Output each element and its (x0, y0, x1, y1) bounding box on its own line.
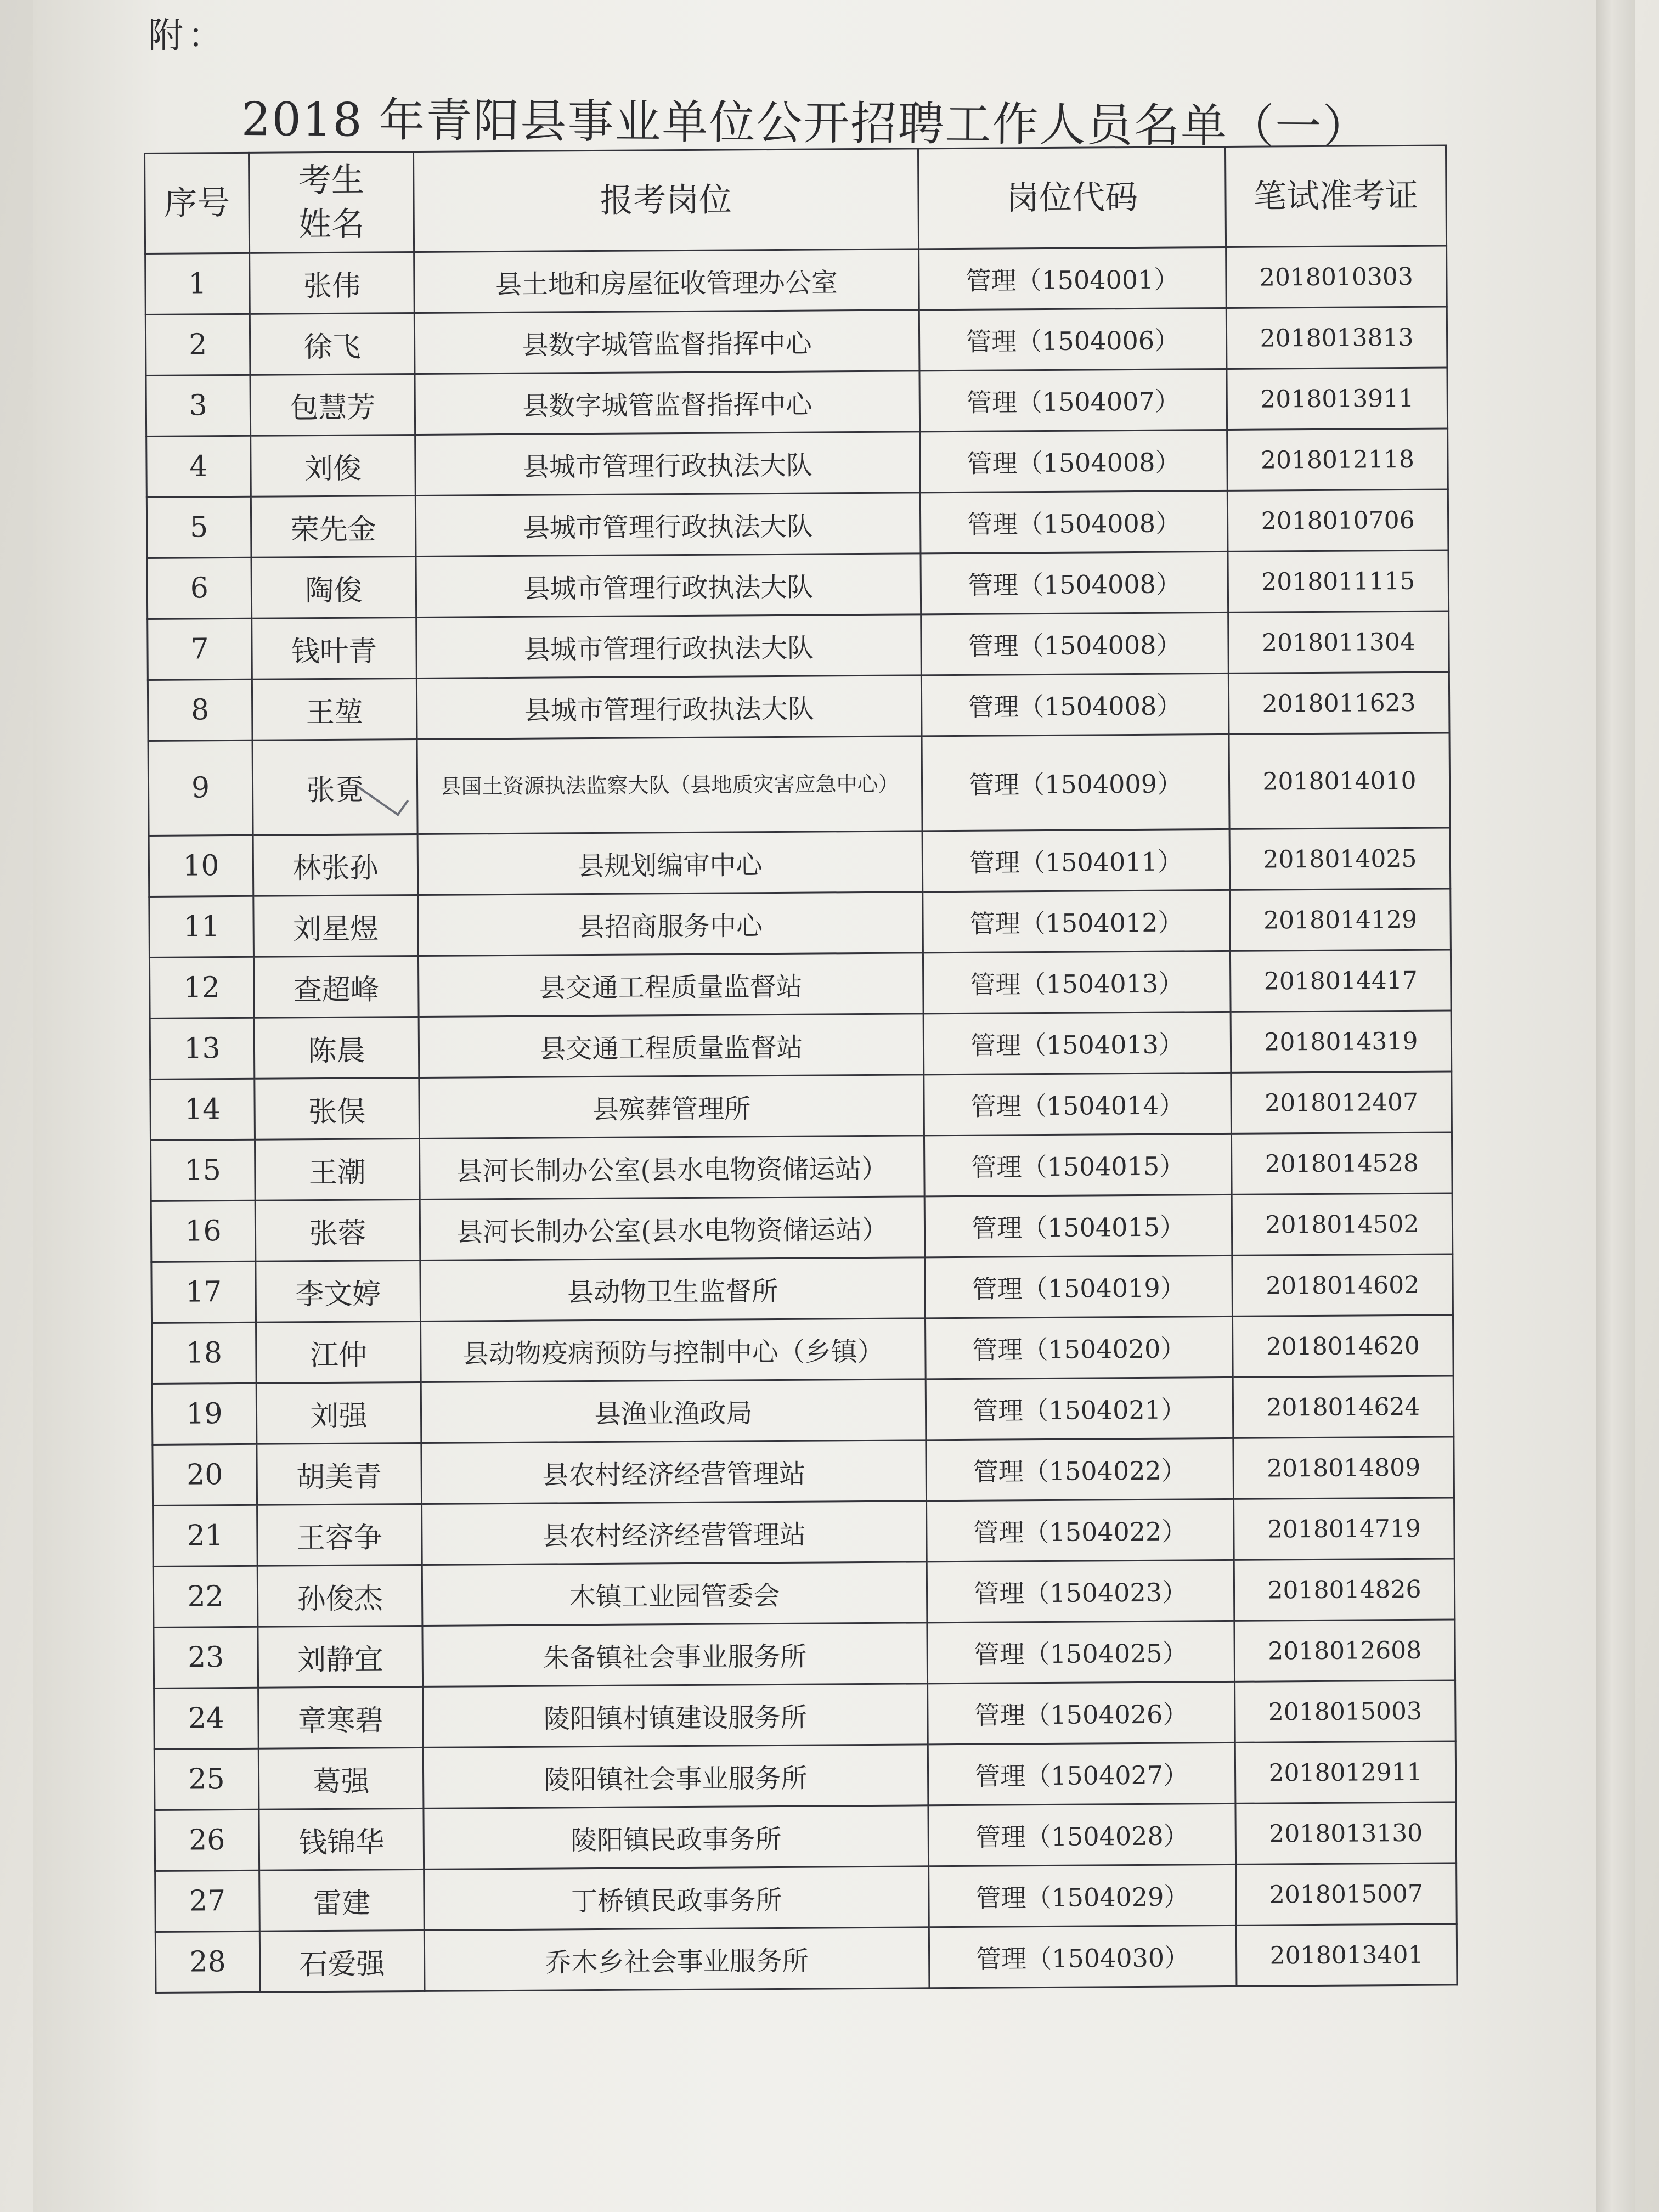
cell-post: 县国土资源执法监察大队（县地质灾害应急中心） (417, 736, 922, 834)
cell-code: 管理（1504019） (925, 1255, 1233, 1318)
cell-exam: 2018013911 (1227, 368, 1448, 430)
table-row (149, 889, 1451, 957)
cell-post: 县河长制办公室(县水电物资储运站） (420, 1197, 925, 1261)
cell-name: 雷建 (259, 1869, 425, 1931)
cell-name: 葛强 (258, 1747, 424, 1809)
cell-code: 管理（1504008） (920, 430, 1228, 492)
cell-name: 王堃 (252, 678, 417, 740)
cell-seq: 17 (151, 1261, 256, 1323)
cell-post: 县殡葬管理所 (419, 1075, 924, 1139)
table-row (149, 950, 1451, 1018)
cell-exam: 2018014624 (1233, 1376, 1454, 1438)
cell-code: 管理（1504028） (928, 1803, 1236, 1866)
cell-name: 刘静宜 (258, 1626, 423, 1688)
cell-code: 管理（1504025） (927, 1621, 1235, 1683)
cell-code: 管理（1504009） (922, 734, 1229, 831)
cell-post: 县交通工程质量监督站 (419, 1014, 924, 1078)
table-row (153, 1437, 1454, 1505)
table-row (145, 307, 1447, 375)
cell-code: 管理（1504027） (928, 1742, 1235, 1805)
table-row (155, 1924, 1457, 1993)
table-row (155, 1863, 1457, 1932)
cell-name: 李文婷 (256, 1260, 421, 1322)
cell-post: 乔木乡社会事业服务所 (424, 1927, 929, 1991)
cell-code: 管理（1504026） (928, 1681, 1235, 1744)
header-post: 报考岗位 (414, 149, 919, 252)
table-row (152, 1315, 1454, 1384)
cell-seq: 28 (155, 1931, 260, 1993)
cell-post: 县动物疫病预防与控制中心（乡镇） (421, 1318, 926, 1383)
cell-seq: 25 (154, 1748, 259, 1810)
cell-seq: 10 (149, 835, 253, 896)
appendix-label: 附： (148, 16, 227, 57)
cell-seq: 7 (148, 618, 252, 680)
cell-seq: 1 (145, 253, 250, 314)
cell-post: 县城市管理行政执法大队 (416, 554, 921, 618)
header-exam: 笔试准考证 (1225, 145, 1446, 247)
table-row (154, 1620, 1455, 1688)
roster-table-wrapper (144, 144, 1458, 1993)
cell-post: 县规划编审中心 (417, 831, 923, 895)
cell-seq: 14 (150, 1079, 255, 1140)
cell-exam: 2018011304 (1228, 611, 1449, 673)
cell-seq: 15 (150, 1139, 255, 1201)
table-row (148, 672, 1449, 741)
cell-seq: 8 (148, 679, 252, 741)
cell-name: 林张孙 (253, 834, 418, 896)
cell-post: 县数字城管监督指挥中心 (415, 371, 920, 435)
cell-code: 管理（1504011） (922, 829, 1230, 891)
roster-table (144, 144, 1458, 1993)
cell-exam: 2018014502 (1232, 1193, 1453, 1255)
cell-name: 刘俊 (251, 435, 416, 496)
cell-post: 县河长制办公室(县水电物资储运站） (419, 1136, 924, 1200)
header-code: 岗位代码 (918, 146, 1226, 249)
cell-code: 管理（1504001） (919, 247, 1227, 309)
cell-post: 陵阳镇社会事业服务所 (423, 1745, 928, 1809)
cell-exam: 2018014602 (1232, 1254, 1453, 1316)
cell-post: 陵阳镇村镇建设服务所 (423, 1684, 928, 1748)
cell-code: 管理（1504029） (929, 1864, 1237, 1927)
cell-code: 管理（1504021） (926, 1377, 1233, 1440)
table-row (146, 489, 1448, 558)
cell-post: 县城市管理行政执法大队 (415, 432, 921, 496)
cell-exam: 2018015003 (1235, 1680, 1456, 1742)
table-row (153, 1498, 1455, 1566)
cell-name: 章寒碧 (258, 1686, 424, 1748)
table-row (146, 428, 1448, 497)
cell-code: 管理（1504015） (924, 1133, 1232, 1196)
cell-post: 县城市管理行政执法大队 (415, 493, 921, 557)
cell-name: 张俣 (255, 1077, 420, 1139)
cell-post: 县动物卫生监督所 (420, 1257, 926, 1322)
cell-exam: 2018014719 (1234, 1498, 1455, 1560)
cell-code: 管理（1504013） (923, 951, 1231, 1013)
cell-seq: 21 (153, 1505, 258, 1566)
cell-exam: 2018014528 (1231, 1132, 1452, 1194)
cell-seq: 27 (155, 1870, 260, 1932)
cell-exam: 2018010303 (1226, 246, 1447, 308)
cell-name: 钱锦华 (259, 1808, 424, 1870)
cell-name: 陶俊 (251, 556, 416, 618)
cell-code: 管理（1504014） (924, 1073, 1232, 1135)
cell-seq: 19 (152, 1383, 257, 1444)
table-row (150, 1071, 1452, 1140)
cell-name: 石爱强 (259, 1930, 425, 1992)
table-row (148, 733, 1450, 836)
cell-code: 管理（1504020） (926, 1316, 1233, 1379)
cell-seq: 2 (145, 314, 250, 375)
cell-exam: 2018012911 (1235, 1741, 1456, 1803)
cell-code: 管理（1504030） (929, 1925, 1237, 1988)
cell-post: 县交通工程质量监督站 (418, 953, 923, 1017)
table-row (147, 550, 1449, 619)
cell-name: 包慧芳 (250, 374, 415, 436)
cell-exam: 2018014809 (1233, 1437, 1454, 1499)
table-row (150, 1011, 1452, 1079)
cell-name: 荣先金 (251, 495, 416, 557)
cell-post: 木镇工业园管委会 (422, 1562, 927, 1626)
cell-name: 刘强 (256, 1382, 421, 1444)
cell-exam: 2018012118 (1227, 428, 1448, 490)
cell-seq: 24 (154, 1688, 259, 1749)
cell-code: 管理（1504012） (923, 890, 1231, 952)
cell-post: 县城市管理行政执法大队 (416, 614, 922, 679)
cell-code: 管理（1504022） (926, 1438, 1234, 1500)
cell-name: 钱叶青 (252, 617, 417, 679)
table-row (151, 1254, 1453, 1323)
table-row (150, 1132, 1452, 1201)
cell-exam: 2018014620 (1232, 1315, 1453, 1377)
cell-post: 朱备镇社会事业服务所 (422, 1623, 928, 1687)
cell-seq: 5 (146, 496, 251, 558)
cell-name: 王潮 (255, 1138, 420, 1200)
cell-post: 丁桥镇民政事务所 (424, 1866, 929, 1931)
table-row (148, 611, 1449, 680)
cell-exam: 2018011623 (1228, 672, 1449, 734)
cell-code: 管理（1504008） (921, 673, 1229, 736)
cell-post: 县招商服务中心 (418, 892, 923, 956)
table-header-row (145, 145, 1447, 253)
cell-exam: 2018014319 (1231, 1011, 1452, 1073)
cell-exam: 2018014129 (1230, 889, 1451, 951)
cell-name: 张覔 (252, 739, 417, 835)
cell-name: 胡美青 (257, 1443, 422, 1505)
cell-code: 管理（1504006） (919, 308, 1227, 370)
cell-code: 管理（1504015） (924, 1194, 1232, 1257)
cell-code: 管理（1504013） (923, 1012, 1231, 1074)
table-row (155, 1802, 1457, 1871)
table-row (149, 828, 1451, 896)
cell-seq: 26 (155, 1809, 259, 1871)
cell-exam: 2018014010 (1229, 733, 1450, 829)
cell-post: 县数字城管监督指挥中心 (414, 310, 919, 374)
cell-name: 陈晨 (254, 1017, 419, 1079)
cell-post: 县渔业渔政局 (421, 1379, 926, 1443)
cell-seq: 9 (148, 740, 253, 836)
cell-seq: 18 (152, 1322, 257, 1384)
cell-seq: 4 (146, 436, 251, 497)
table-row (154, 1680, 1456, 1749)
header-seq: 序号 (145, 153, 250, 253)
cell-seq: 23 (154, 1627, 258, 1688)
cell-code: 管理（1504008） (921, 612, 1229, 675)
cell-code: 管理（1504008） (920, 490, 1228, 553)
cell-name: 江仲 (256, 1321, 421, 1383)
table-row (145, 246, 1447, 314)
cell-name: 张伟 (250, 252, 415, 314)
table-row (154, 1741, 1456, 1810)
cell-name: 刘星煜 (253, 895, 419, 957)
cell-exam: 2018013401 (1236, 1924, 1457, 1986)
table-row (153, 1559, 1455, 1627)
cell-seq: 22 (153, 1566, 258, 1627)
table-row (152, 1376, 1454, 1444)
cell-name: 王容争 (257, 1504, 422, 1566)
cell-name: 孙俊杰 (257, 1565, 422, 1627)
cell-exam: 2018012407 (1231, 1071, 1452, 1133)
cell-exam: 2018010706 (1227, 489, 1448, 551)
cell-exam: 2018011115 (1228, 550, 1449, 612)
cell-exam: 2018014025 (1229, 828, 1451, 890)
cell-post: 县农村经济经营管理站 (421, 1440, 927, 1504)
header-name: 考生 姓名 (249, 151, 414, 253)
cell-code: 管理（1504022） (927, 1499, 1234, 1561)
cell-seq: 20 (153, 1444, 257, 1505)
cell-seq: 3 (146, 375, 251, 436)
cell-post: 陵阳镇民政事务所 (424, 1805, 929, 1870)
table-row (151, 1193, 1453, 1262)
cell-exam: 2018013813 (1226, 307, 1447, 369)
table-body (145, 246, 1457, 1993)
cell-post: 县农村经济经营管理站 (422, 1501, 927, 1565)
cell-code: 管理（1504023） (927, 1560, 1234, 1622)
table-row (146, 368, 1448, 436)
cell-seq: 12 (149, 957, 254, 1018)
cell-seq: 16 (151, 1200, 256, 1262)
cell-seq: 6 (147, 557, 252, 619)
cell-post: 县土地和房屋征收管理办公室 (414, 249, 919, 313)
cell-name: 徐飞 (250, 313, 415, 375)
cell-post: 县城市管理行政执法大队 (416, 675, 922, 740)
cell-name: 查超峰 (253, 956, 419, 1018)
cell-exam: 2018015007 (1236, 1863, 1457, 1925)
cell-exam: 2018013130 (1235, 1802, 1457, 1864)
cell-seq: 11 (149, 896, 254, 957)
cell-seq: 13 (150, 1018, 255, 1079)
cell-code: 管理（1504008） (921, 551, 1228, 614)
paper-edge (1596, 0, 1635, 2212)
cell-exam: 2018014417 (1230, 950, 1451, 1012)
cell-exam: 2018014826 (1234, 1559, 1455, 1621)
cell-exam: 2018012608 (1234, 1620, 1455, 1681)
document-title: 2018 年青阳县事业单位公开招聘工作人员名单（一） (241, 92, 1370, 154)
cell-code: 管理（1504007） (919, 369, 1227, 431)
cell-name: 张蓉 (255, 1199, 420, 1261)
